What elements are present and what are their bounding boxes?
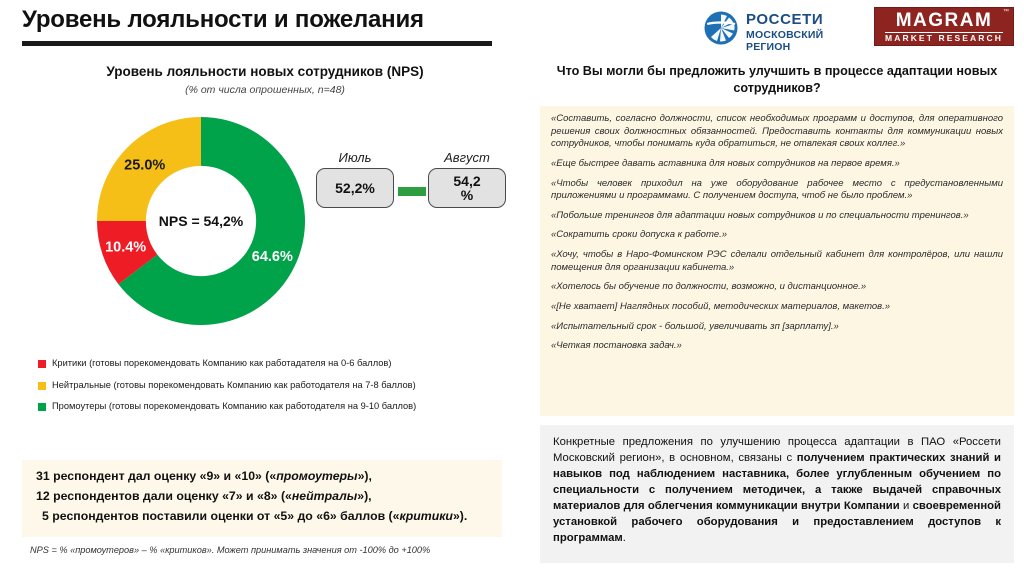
- july-metric: [316, 150, 394, 208]
- respondent-tail: »),: [357, 489, 372, 503]
- magram-logo-secondary: MARKET RESEARCH: [885, 33, 1003, 43]
- july-value: 52,2%: [316, 168, 394, 208]
- title-underline: [22, 41, 492, 46]
- donut-svg: [92, 112, 310, 330]
- quote-item: «Хочу, чтобы в Наро-Фоминском РЭС сделали отдельный кабинет для контролёров, или нашли помещения для организации кабинета.»: [551, 249, 1003, 273]
- respondent-text: респондентов поставили оценки от «5» до «6» баллов («: [48, 509, 400, 523]
- quote-item: «Чтобы человек приходил на уже оборудование рабочее место с предустановленными приложениями и программами. С получением доступа, чтоб не было проблем.»: [551, 177, 1003, 202]
- monthly-comparison: [316, 150, 506, 222]
- quote-item: «Четкая постановка задач.»: [551, 340, 682, 352]
- conclusion-tail: .: [622, 532, 626, 545]
- trend-arrow-icon: [398, 187, 426, 196]
- quote-item: «Побольше тренингов для адаптации новых сотрудников и по специальности тренингов.»: [551, 209, 969, 221]
- legend-label: Нейтральные (готовы порекомендовать Компанию как работодателя на 7-8 баллов): [52, 379, 416, 390]
- quote-item: «Испытательный срок - большой, увеличивать зп [зарплату].»: [551, 320, 839, 332]
- chart-subtitle: (% от числа опрошенных, n=48): [185, 84, 345, 96]
- slide-header: [0, 0, 1024, 54]
- quote-item: «Еще быстрее давать аставника для новых сотрудников на первое время.»: [551, 157, 900, 169]
- rosseti-logo-secondary: МОСКОВСКИЙ РЕГИОН: [746, 29, 824, 53]
- donut-slice-label: 10.4%: [105, 239, 147, 256]
- rosseti-mark-icon: [704, 11, 738, 45]
- conclusion-intro: Конкретные предложения по улучшению процесса адаптации в ПАО «Россети Московский регион», в основном, связаны с: [553, 436, 1001, 465]
- magram-logo-primary: MAGRAM: [895, 10, 993, 31]
- rosseti-logo: [704, 10, 864, 53]
- respondent-line: [36, 489, 488, 503]
- respondent-count: 12: [36, 489, 50, 503]
- legend-label: Критики (готовы порекомендовать Компанию как работадателя на 0-6 баллов): [52, 358, 392, 368]
- conclusion-text: [553, 434, 1001, 546]
- legend-item: [38, 401, 508, 412]
- conclusion-emphasis-1: получением практических знаний и навыков под наблюдением наставника, более углубленным обучением по специальности с получением методичек, а также выдачей справочных материалов для облегчения коммуникации внутри Компании: [553, 452, 1001, 513]
- legend-swatch-icon: [38, 382, 46, 390]
- respondent-category: критики: [399, 509, 453, 523]
- quote-item: «Сократить сроки допуска к работе.»: [551, 229, 728, 241]
- respondent-tail: »),: [357, 469, 372, 483]
- july-caption: Июль: [338, 150, 372, 165]
- legend-swatch-icon: [38, 403, 46, 411]
- august-caption: Август: [444, 150, 490, 165]
- respondent-text: респондент дал оценку «9» и «10» («: [49, 469, 277, 483]
- conclusion-connector: и: [899, 500, 913, 513]
- quote-item: «Составить, согласно должности, список необходимых программ и доступов, для оперативного решения своих должностных обязанностей. Предоставить контакты для коммуникации новых сотрудников, чтобы понимать куда обратиться, не отвлекая своих коллег.»: [551, 113, 1003, 150]
- trademark-icon: ™: [1003, 9, 1009, 15]
- legend-item: [38, 358, 508, 369]
- respondents-summary-box: [22, 460, 502, 537]
- respondent-line: [36, 509, 488, 523]
- quotes-panel: [540, 106, 1014, 416]
- chart-legend: [38, 358, 508, 423]
- quote-item: «[Не хватает] Наглядных пособий, методических материалов, макетов.»: [551, 300, 891, 312]
- question-title: Что Вы могли бы предложить улучшить в процессе адаптации новых сотрудников?: [556, 64, 998, 95]
- august-value-unit: %: [460, 187, 474, 203]
- legend-item: [38, 380, 508, 391]
- quote-item: «Хотелось бы обучение по должности, возможно, и дистанционное.»: [551, 281, 867, 293]
- legend-label: Промоутеры (готовы порекомендовать Компанию как работодателя на 9-10 баллов): [52, 401, 417, 412]
- august-metric: [428, 150, 506, 208]
- donut-slice-label: 64.6%: [251, 249, 293, 266]
- conclusion-panel: [540, 425, 1014, 563]
- august-value-number: 54,2: [453, 173, 481, 189]
- respondent-tail: »).: [452, 509, 468, 523]
- nps-donut-chart: [92, 112, 310, 330]
- chart-title: Уровень лояльности новых сотрудников (NPS): [106, 64, 424, 79]
- conclusion-emphasis-2: своевременной установкой рабочего оборудования и предоставлением доступов к программам: [553, 500, 1001, 545]
- rosseti-logo-primary: РОССЕТИ: [746, 11, 824, 28]
- august-value: [428, 168, 506, 208]
- nps-formula-note: NPS = % «промоутеров» – % «критиков». Может принимать значения от -100% до +100%: [30, 545, 431, 555]
- page-title: Уровень лояльности и пожелания: [22, 6, 424, 33]
- magram-logo: [874, 7, 1014, 46]
- donut-slice-label: 25.0%: [124, 157, 166, 174]
- respondent-category: промоутеры: [276, 469, 358, 483]
- respondent-category: нейтралы: [291, 489, 358, 503]
- respondent-line: [36, 469, 488, 483]
- donut-center-label: NPS = 54,2%: [158, 213, 244, 229]
- respondent-count: 5: [42, 509, 49, 523]
- respondent-text: респондентов дали оценку «7» и «8» («: [49, 489, 292, 503]
- respondent-count: 31: [36, 469, 50, 483]
- legend-swatch-icon: [38, 360, 46, 368]
